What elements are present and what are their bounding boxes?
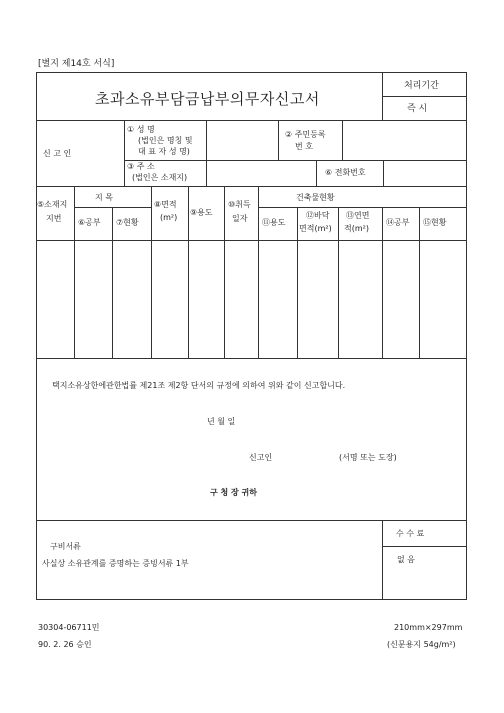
col-building-use: ⑪용도 [262,218,286,227]
col-location: ⑤소재지 [37,200,68,209]
footer-code: 30304-06711민 [38,623,100,632]
sign-or-stamp-label: (서명 또는 도장) [339,453,397,462]
address-label-sub: (법인은 소재지) [132,173,188,182]
name-label: ① 성 명 [127,125,155,134]
col-area: ⑧면적 [154,200,177,209]
id-label: ② 주민등록 [285,130,326,139]
col-area-sub: (m²) [160,213,178,222]
attachments-item: 사실상 소유관계를 증명하는 증빙서류 1부 [42,559,189,568]
col-building-total: ⑬연면 [346,211,370,220]
address-label: ③ 주 소 [127,162,155,171]
col-building-total-sub: 적(m²) [344,224,369,233]
col-land-public: ⑥공부 [78,218,101,227]
col-building-floor-sub: 면적(m²) [299,224,332,233]
page-title: 초과소유부담금납부의무자신고서 [95,90,320,108]
footer-approved: 90. 2. 26 승인 [38,640,92,649]
processing-label: 처리기간 [404,81,439,91]
name-label-sub2: 대 표 자 성 명) [138,147,190,156]
name-label-sub1: (법인은 명칭 및 [138,136,193,145]
footer-size: 210mm×297mm [394,623,463,632]
col-building-floor: ⑫바닥 [306,211,330,220]
col-building-current: ⑮현황 [423,218,447,227]
fee-label: 수 수 료 [396,529,425,538]
declaration-statement: 택지소유상한에관한법률 제21조 제2항 단서의 규정에 의하여 위와 같이 신고합니다. [52,381,346,390]
footer-paper: (신문용지 54g/m²) [387,640,456,649]
id-label-sub: 번 호 [295,142,313,151]
processing-value: 즉 시 [407,104,428,114]
col-acquire: ⑩취득 [228,200,251,209]
col-land-current: ⑦현황 [116,218,139,227]
col-building: 건축물현황 [296,193,335,202]
attachments-label: 구비서류 [50,542,81,551]
fee-value: 없 음 [397,555,415,564]
col-land: 지 목 [95,193,113,202]
col-building-public: ⑭공부 [386,218,410,227]
declaration-date: 년 월 일 [207,417,236,426]
form-number: [별지 제14호 서식] [38,59,115,69]
phone-label: ⑥ 전화번호 [325,168,366,177]
col-acquire-sub: 일자 [232,214,248,223]
addressee: 구 청 장 귀하 [210,488,257,497]
col-location-sub: 지번 [46,214,62,223]
col-use: ⑨용도 [190,208,213,217]
reporter-signature-label: 신고인 [249,453,273,462]
reporter-section-label: 신 고 인 [43,149,72,158]
